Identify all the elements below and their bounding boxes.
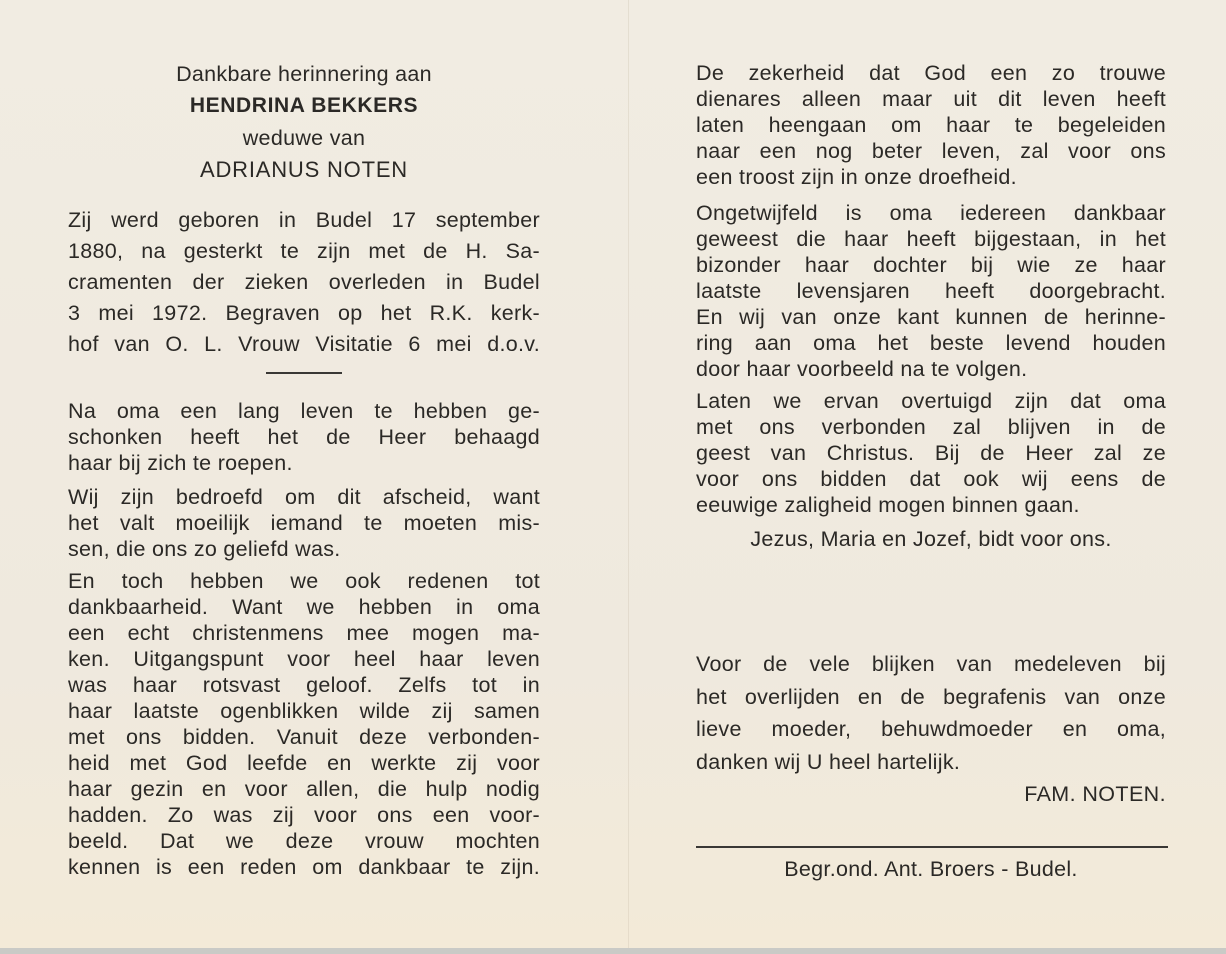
memorial-header	[68, 58, 540, 186]
paragraph-line: Ongetwijfeld is oma iedereen dankbaar	[696, 201, 1166, 225]
paragraph-line: voor ons bidden dat ook wij eens de	[696, 467, 1166, 491]
paragraph-line: haar gezin en voor allen, die hulp nodig	[68, 777, 540, 801]
paragraph-line: laatste levensjaren heeft doorgebracht.	[696, 279, 1166, 303]
paragraph-line: dankbaarheid. Want we hebben in oma	[68, 595, 540, 619]
paragraph-line: een troost zijn in onze droefheid.	[696, 165, 1017, 189]
family-signature: FAM. NOTEN.	[1024, 782, 1166, 806]
thanks-block	[696, 648, 1166, 810]
thanks-line: het overlijden en de begrafenis van onze	[696, 684, 1166, 709]
paragraph-line: En wij van onze kant kunnen de herinne-	[696, 305, 1166, 329]
paragraph-line: geest van Christus. Bij de Heer zal ze	[696, 441, 1166, 465]
undertaker-credit: Begr.ond. Ant. Broers - Budel.	[784, 857, 1078, 881]
deceased-name: HENDRINA BEKKERS	[189, 94, 419, 117]
paragraph-line: haar bij zich te roepen.	[68, 451, 293, 475]
header-intro: Dankbare herinnering aan	[176, 62, 432, 86]
paragraph-line: laten heengaan om haar te begeleiden	[696, 113, 1166, 137]
paragraph-line: schonken heeft het de Heer behaagd	[68, 425, 540, 449]
biography	[68, 205, 540, 374]
separator-rule	[266, 372, 342, 374]
paragraph-line: Wij zijn bedroefd om dit afscheid, want	[68, 485, 540, 509]
paragraph-line: geweest die haar heeft bijgestaan, in het	[696, 227, 1166, 251]
paragraph-line: kennen is een reden om dankbaar te zijn.	[68, 855, 540, 879]
biography-line: Zij werd geboren in Budel 17 september	[68, 208, 540, 232]
biography-line: hof van O. L. Vrouw Visitatie 6 mei d.o.v.	[68, 332, 540, 356]
thanks-line: lieve moeder, behuwdmoeder en oma,	[696, 717, 1166, 741]
paragraph-5	[696, 200, 1166, 382]
paragraph-line: een echt christenmens mee mogen ma-	[68, 621, 540, 645]
prayer-line: Jezus, Maria en Jozef, bidt voor ons.	[750, 527, 1112, 551]
paragraph-line: dienares alleen maar uit dit leven heeft	[696, 87, 1166, 111]
paragraph-line: De zekerheid dat God een zo trouwe	[696, 61, 1166, 85]
paragraph-6	[696, 388, 1166, 518]
paragraph-line: ring aan oma het beste levend houden	[696, 331, 1166, 355]
paragraph-line: bizonder haar dochter bij wie ze haar	[696, 253, 1166, 277]
paragraph-line: Laten we ervan overtuigd zijn dat oma	[696, 389, 1166, 413]
paragraph-4	[696, 60, 1166, 190]
paragraph-line: het valt moeilijk iemand te moeten mis-	[68, 511, 540, 535]
footer-rule	[696, 846, 1168, 848]
paragraph-line: En toch hebben we ook redenen tot	[68, 569, 540, 593]
paragraph-1	[68, 398, 540, 476]
biography-line: 3 mei 1972. Begraven op het R.K. kerk-	[68, 301, 540, 325]
paragraph-2	[68, 484, 540, 562]
paragraph-3	[68, 568, 540, 880]
relation-text: weduwe van	[242, 126, 366, 150]
spouse-name: ADRIANUS NOTEN	[200, 157, 408, 182]
paragraph-line: haar laatste ogenblikken wilde zij samen	[68, 699, 540, 723]
paragraph-line: naar een nog beter leven, zal voor ons	[696, 139, 1166, 163]
scan-bottom-edge	[0, 948, 1226, 954]
paragraph-line: hadden. Zo was zij voor ons een voor-	[68, 803, 540, 827]
card-fold	[628, 0, 629, 948]
biography-line: cramenten der zieken overleden in Budel	[68, 270, 540, 294]
paragraph-line: ken. Uitgangspunt voor heel haar leven	[68, 647, 540, 671]
paragraph-line: door haar voorbeeld na te volgen.	[696, 357, 1028, 381]
paragraph-line: beeld. Dat we deze vrouw mochten	[68, 829, 540, 853]
paragraph-line: sen, die ons zo geliefd was.	[68, 537, 341, 561]
paragraph-line: Na oma een lang leven te hebben ge-	[68, 399, 540, 423]
paragraph-line: heid met God leefde en werkte zij voor	[68, 751, 540, 775]
paragraph-line: met ons bidden. Vanuit deze verbonden-	[68, 725, 540, 749]
paragraph-line: met ons verbonden zal blijven in de	[696, 415, 1166, 439]
biography-line: 1880, na gesterkt te zijn met de H. Sa-	[68, 239, 540, 263]
thanks-line: Voor de vele blijken van medeleven bij	[696, 652, 1166, 676]
thanks-line: danken wij U heel hartelijk.	[696, 749, 961, 774]
paragraph-line: eeuwige zaligheid mogen binnen gaan.	[696, 493, 1080, 517]
paragraph-line: was haar rotsvast geloof. Zelfs tot in	[68, 673, 540, 697]
